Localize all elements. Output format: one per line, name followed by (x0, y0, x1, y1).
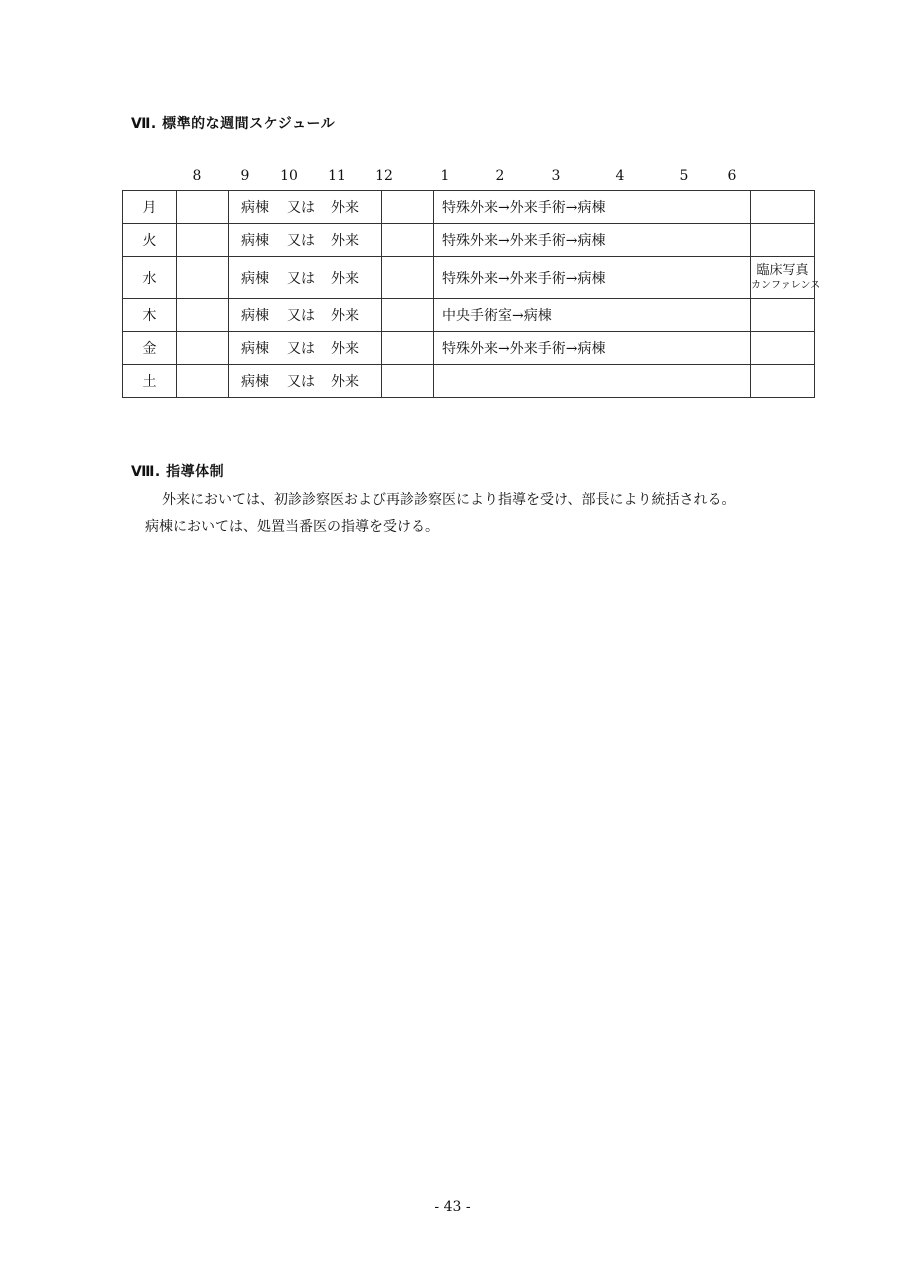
or-text: 又は (287, 341, 315, 357)
noon-cell (382, 224, 434, 257)
early-morning-cell (177, 224, 229, 257)
guidance-paragraph-line-2: 病棟においては、処置当番医の指導を受ける。 (145, 519, 439, 535)
hour-label: 10 (280, 168, 298, 184)
day-cell: 木 (123, 299, 177, 332)
noon-cell (382, 365, 434, 398)
morning-activity-cell (229, 257, 382, 299)
day-cell: 月 (123, 191, 177, 224)
guidance-paragraph-line-1: 外来においては、初診診察医および再診診察医により指導を受け、部長により統括される。 (162, 492, 736, 508)
outpatient-text: 外来 (331, 233, 359, 249)
day-cell: 金 (123, 332, 177, 365)
note-line-2: カンファレンス (751, 279, 821, 291)
hour-label: 11 (328, 168, 346, 184)
hour-label: 9 (240, 168, 250, 184)
morning-activity-cell (229, 191, 382, 224)
hour-label: 4 (615, 168, 625, 184)
afternoon-activity-cell (434, 365, 751, 398)
noon-cell (382, 257, 434, 299)
morning-activity-cell (229, 332, 382, 365)
ward-text: 病棟 (241, 270, 269, 287)
evening-note-cell (751, 191, 815, 224)
hour-label: 6 (727, 168, 737, 184)
table-row (123, 257, 815, 299)
afternoon-activity-cell: 特殊外来→外来手術→病棟 (434, 257, 751, 299)
evening-note-cell (751, 299, 815, 332)
noon-cell (382, 332, 434, 365)
hour-label: 2 (495, 168, 505, 184)
table-row (123, 332, 815, 365)
afternoon-activity-cell: 特殊外来→外来手術→病棟 (434, 332, 751, 365)
early-morning-cell (177, 257, 229, 299)
noon-cell (382, 299, 434, 332)
note-line-1: 臨床写真 (756, 262, 809, 278)
afternoon-activity-cell: 中央手術室→病棟 (434, 299, 751, 332)
early-morning-cell (177, 299, 229, 332)
weekly-schedule-table (122, 190, 821, 398)
table-row (123, 224, 815, 257)
section-8-heading: Ⅷ. 指導体制 (131, 464, 225, 480)
ward-text: 病棟 (241, 374, 269, 390)
schedule-hour-labels (0, 168, 905, 188)
day-cell: 水 (123, 257, 177, 299)
or-text: 又は (287, 374, 315, 390)
evening-note-cell (751, 365, 815, 398)
ward-text: 病棟 (241, 233, 269, 249)
hour-label: 3 (551, 168, 561, 184)
ward-text: 病棟 (241, 341, 269, 357)
outpatient-text: 外来 (331, 270, 359, 287)
morning-activity-cell (229, 224, 382, 257)
morning-activity-cell (229, 365, 382, 398)
ward-text: 病棟 (241, 308, 269, 324)
hour-label: 8 (192, 168, 202, 184)
table-row (123, 191, 815, 224)
page-number: - 43 - (434, 1199, 471, 1215)
evening-note-cell (751, 332, 815, 365)
noon-cell (382, 191, 434, 224)
outpatient-text: 外来 (331, 200, 359, 216)
table-row (123, 365, 815, 398)
early-morning-cell (177, 365, 229, 398)
table-row (123, 299, 815, 332)
outpatient-text: 外来 (331, 308, 359, 324)
outpatient-text: 外来 (331, 374, 359, 390)
afternoon-activity-cell: 特殊外来→外来手術→病棟 (434, 224, 751, 257)
or-text: 又は (287, 308, 315, 324)
hour-label: 5 (679, 168, 689, 184)
hour-label: 1 (440, 168, 450, 184)
or-text: 又は (287, 233, 315, 249)
outpatient-text: 外来 (331, 341, 359, 357)
or-text: 又は (287, 270, 315, 287)
afternoon-activity-cell: 特殊外来→外来手術→病棟 (434, 191, 751, 224)
evening-note-cell (751, 257, 821, 299)
section-7-heading: Ⅶ. 標準的な週間スケジュール (131, 116, 336, 132)
ward-text: 病棟 (241, 200, 269, 216)
early-morning-cell (177, 191, 229, 224)
day-cell: 土 (123, 365, 177, 398)
day-cell: 火 (123, 224, 177, 257)
early-morning-cell (177, 332, 229, 365)
hour-label: 12 (375, 168, 393, 184)
or-text: 又は (287, 200, 315, 216)
morning-activity-cell (229, 299, 382, 332)
evening-note-cell (751, 224, 815, 257)
